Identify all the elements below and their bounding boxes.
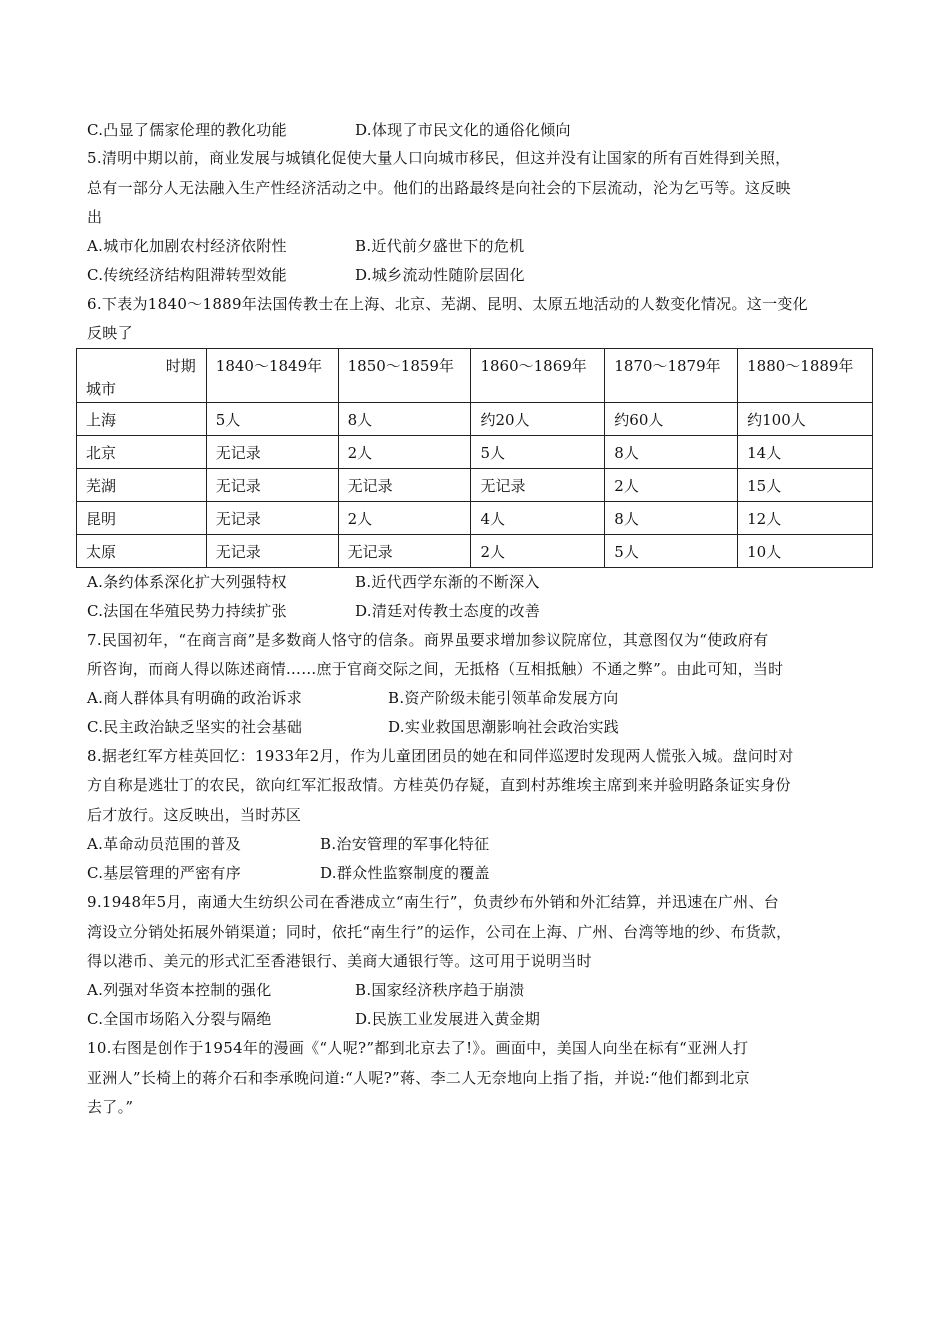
- q9-option-d: D.民族工业发展进入黄金期: [355, 1010, 541, 1028]
- period-header: 1870～1879年: [605, 349, 738, 403]
- value-cell: 无记录: [206, 502, 338, 535]
- value-cell: 10人: [738, 535, 873, 568]
- value-cell: 无记录: [206, 469, 338, 502]
- q6-stem-line-2: 反映了: [87, 324, 133, 342]
- q8-option-a: A.革命动员范围的普及: [87, 835, 241, 853]
- q8-stem-line-2: 方自称是逃壮丁的农民，欲向红军汇报敌情。方桂英仍存疑，直到村苏维埃主席到来并验明路条证实身份: [87, 776, 791, 794]
- q5-option-d: D.城乡流动性随阶层固化: [355, 266, 525, 284]
- q5-stem-line-3: 出: [87, 208, 103, 226]
- city-cell: 上海: [77, 403, 207, 436]
- city-cell: 北京: [77, 436, 207, 469]
- q9-stem-line-1: 9.1948年5月，南通大生纺织公司在香港成立“南生行”，负责纱布外销和外汇结算，并迅速在广州、台: [87, 893, 780, 911]
- q10-stem-line-1: 10.右图是创作于1954年的漫画《“人呢?”都到北京去了!》。画面中，美国人向坐在标有“亚洲人打: [87, 1039, 749, 1057]
- q5-stem-line-2: 总有一部分人无法融入生产性经济活动之中。他们的出路最终是向社会的下层流动，沦为乞丐等。这反映: [87, 179, 791, 197]
- period-header: 1840～1849年: [206, 349, 338, 403]
- value-cell: 14人: [738, 436, 873, 469]
- value-cell: 15人: [738, 469, 873, 502]
- city-cell: 昆明: [77, 502, 207, 535]
- q7-option-d: D.实业救国思潮影响社会政治实践: [388, 718, 620, 736]
- value-cell: 5人: [206, 403, 338, 436]
- city-cell: 芜湖: [77, 469, 207, 502]
- q5-option-c: C.传统经济结构阻滞转型效能: [87, 266, 287, 284]
- value-cell: 2人: [338, 502, 471, 535]
- q9-option-b: B.国家经济秩序趋于崩溃: [355, 981, 525, 999]
- corner-label-period: 时期: [165, 357, 196, 375]
- period-header: 1850～1859年: [338, 349, 471, 403]
- corner-label-city: 城市: [86, 380, 117, 398]
- q9-stem-line-2: 湾设立分销处拓展外销渠道；同时，依托“南生行”的运作，公司在上海、广州、台湾等地的纱、布货款，: [87, 923, 792, 941]
- q7-option-a: A.商人群体具有明确的政治诉求: [87, 689, 303, 707]
- value-cell: 8人: [338, 403, 471, 436]
- q10-stem-line-3: 去了。”: [87, 1098, 134, 1116]
- q7-option-b: B.资产阶级未能引领革命发展方向: [388, 689, 619, 707]
- value-cell: 4人: [471, 502, 605, 535]
- table-row: [77, 535, 873, 568]
- table-header-row: [77, 349, 873, 403]
- value-cell: 8人: [605, 436, 738, 469]
- q10-stem-line-2: 亚洲人”长椅上的蒋介石和李承晚问道:“人呢?”蒋、李二人无奈地向上指了指，并说:“他们都到北京: [87, 1069, 750, 1087]
- value-cell: 2人: [471, 535, 605, 568]
- city-cell: 太原: [77, 535, 207, 568]
- table-row: [77, 469, 873, 502]
- table-row: [77, 436, 873, 469]
- q9-stem-line-3: 得以港币、美元的形式汇至香港银行、美商大通银行等。这可用于说明当时: [87, 952, 592, 970]
- q7-option-c: C.民主政治缺乏坚实的社会基础: [87, 718, 303, 736]
- q7-stem-line-1: 7.民国初年，“在商言商”是多数商人恪守的信条。商界虽要求增加参议院席位，其意图仅为“使政府有: [87, 631, 769, 649]
- q7-stem-line-2: 所咨询，而商人得以陈述商情……庶于官商交际之间，无抵格（互相抵触）不通之弊”。由此可知，当时: [87, 660, 784, 678]
- value-cell: 约100人: [738, 403, 873, 436]
- q9-option-c: C.全国市场陷入分裂与隔绝: [87, 1010, 272, 1028]
- q4-option-d: D.体现了市民文化的通俗化倾向: [355, 121, 571, 139]
- value-cell: 2人: [338, 436, 471, 469]
- value-cell: 5人: [605, 535, 738, 568]
- value-cell: 无记录: [338, 469, 471, 502]
- value-cell: 无记录: [471, 469, 605, 502]
- period-header: 1860～1869年: [471, 349, 605, 403]
- q4-option-c: C.凸显了儒家伦理的教化功能: [87, 121, 287, 139]
- q8-option-c: C.基层管理的严密有序: [87, 864, 242, 882]
- q6-option-c: C.法国在华殖民势力持续扩张: [87, 602, 287, 620]
- q8-option-b: B.治安管理的军事化特征: [320, 835, 490, 853]
- q9-option-a: A.列强对华资本控制的强化: [87, 981, 272, 999]
- value-cell: 8人: [605, 502, 738, 535]
- value-cell: 5人: [471, 436, 605, 469]
- table-row: [77, 403, 873, 436]
- missionary-table: [76, 348, 873, 568]
- q6-option-d: D.清廷对传教士态度的改善: [355, 602, 541, 620]
- q8-stem-line-1: 8.据老红军方桂英回忆：1933年2月，作为儿童团团员的她在和同伴巡逻时发现两人慌张入城。盘问时对: [87, 747, 794, 765]
- q6-option-b: B.近代西学东渐的不断深入: [355, 573, 540, 591]
- q8-stem-line-3: 后才放行。这反映出，当时苏区: [87, 806, 302, 824]
- q5-option-a: A.城市化加剧农村经济依附性: [87, 237, 287, 255]
- value-cell: 约60人: [605, 403, 738, 436]
- q5-stem-line-1: 5.清明中期以前，商业发展与城镇化促使大量人口向城市移民，但这并没有让国家的所有百姓得到关照，: [87, 149, 791, 167]
- q8-option-d: D.群众性监察制度的覆盖: [320, 864, 490, 882]
- table-row: [77, 502, 873, 535]
- value-cell: 无记录: [206, 535, 338, 568]
- period-header: 1880～1889年: [738, 349, 873, 403]
- q6-option-a: A.条约体系深化扩大列强特权: [87, 573, 287, 591]
- value-cell: 12人: [738, 502, 873, 535]
- value-cell: 约20人: [471, 403, 605, 436]
- q6-stem-line-1: 6.下表为1840～1889年法国传教士在上海、北京、芜湖、昆明、太原五地活动的人数变化情况。这一变化: [87, 295, 808, 313]
- q5-option-b: B.近代前夕盛世下的危机: [355, 237, 525, 255]
- value-cell: 无记录: [338, 535, 471, 568]
- value-cell: 2人: [605, 469, 738, 502]
- value-cell: 无记录: [206, 436, 338, 469]
- table-corner-cell: [77, 349, 207, 403]
